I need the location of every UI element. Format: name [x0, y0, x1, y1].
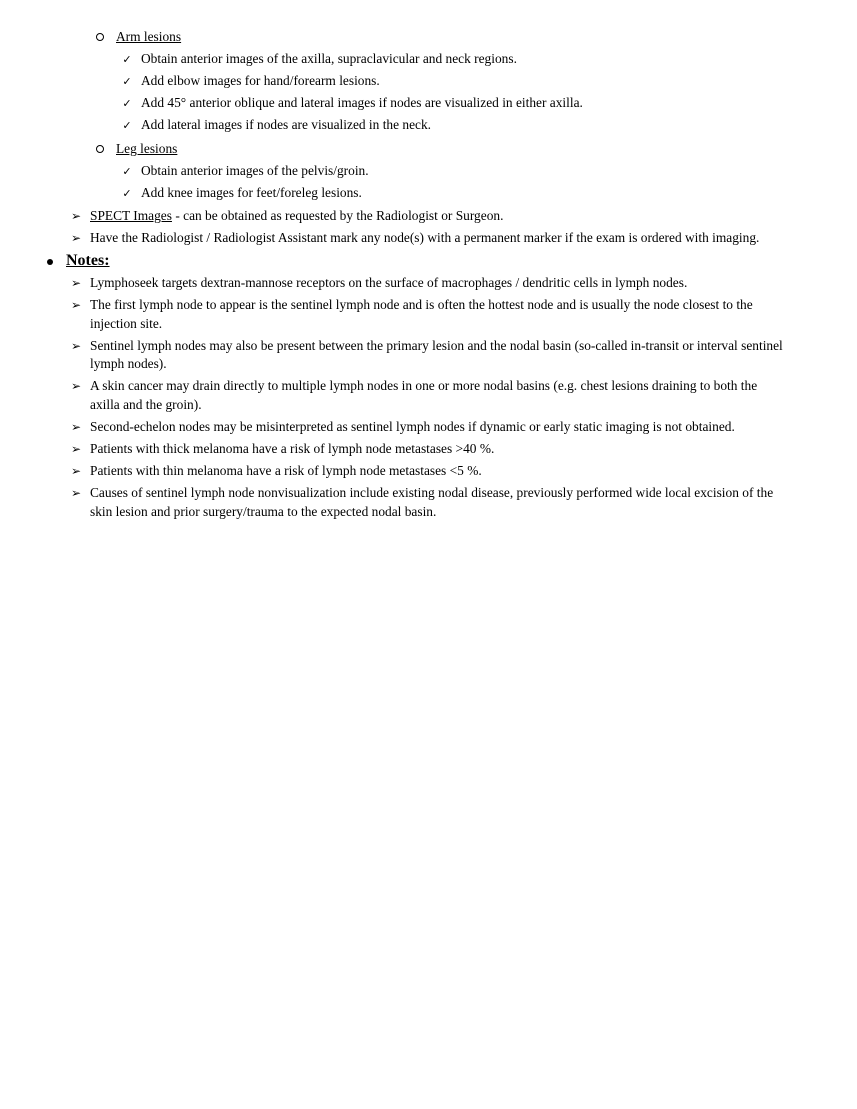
checkmark-icon: ✓ — [122, 187, 132, 200]
arrow-bullet-icon: ➢ — [70, 419, 82, 434]
arm-item-1: Obtain anterior images of the axilla, supraclavicular and neck regions. — [141, 51, 517, 66]
arrow-bullet-icon: ➢ — [70, 276, 82, 290]
note-item-line: A skin cancer may drain directly to multiple lymph nodes in one or more nodal basins (e.g. chest lesions draining to both the — [90, 378, 758, 394]
checkmark-icon: ✓ — [122, 53, 132, 66]
note-item-line: skin lesion and prior surgery/trauma to the expected nodal basin. — [90, 503, 437, 519]
checkmark-icon: ✓ — [122, 119, 132, 132]
note-item-line: Causes of sentinel lymph node nonvisualization include existing nodal disease, previously performed wide local excision of the — [90, 485, 774, 501]
marker-instruction: Have the Radiologist / Radiologist Assistant mark any node(s) with a permanent marker if the exam is ordered with imaging. — [90, 230, 760, 245]
note-item-line: Patients with thin melanoma have a risk of lymph node metastases <5 %. — [90, 463, 482, 479]
spect-description: - can be obtained as requested by the Radiologist or Surgeon. — [171, 208, 504, 223]
note-item-line: Second-echelon nodes may be misinterpreted as sentinel lymph nodes if dynamic or early static imaging is not obtained. — [90, 418, 735, 434]
leg-item-1: Obtain anterior images of the pelvis/groin. — [141, 163, 369, 178]
leg-item-2: Add knee images for feet/foreleg lesions. — [141, 185, 362, 200]
note-item-line: injection site. — [90, 315, 163, 331]
hollow-circle-bullet — [96, 145, 104, 153]
arm-lesions-heading: Arm lesions — [116, 29, 182, 44]
note-item-line: Lymphoseek targets dextran-mannose receptors on the surface of macrophages / dendritic cells in lymph nodes. — [90, 275, 688, 290]
arrow-bullet-icon: ➢ — [70, 298, 82, 313]
arrow-bullet-icon: ➢ — [70, 464, 82, 479]
note-item-line: The first lymph node to appear is the sentinel lymph node and is often the hottest node and is usually the node closest to the — [90, 297, 753, 313]
arrow-bullet-icon: ➢ — [70, 442, 82, 456]
spect-line — [90, 207, 503, 225]
arm-item-2: Add elbow images for hand/forearm lesions. — [141, 73, 380, 88]
checkmark-icon: ✓ — [122, 165, 132, 178]
note-item-line: Sentinel lymph nodes may also be present between the primary lesion and the nodal basin (so-called in-transit or interval sentinel — [90, 337, 783, 353]
spect-images-link: SPECT Images — [90, 208, 172, 223]
arrow-bullet-icon: ➢ — [70, 209, 82, 223]
arm-item-3: Add 45° anterior oblique and lateral images if nodes are visualized in either axilla. — [141, 95, 583, 110]
arm-item-4: Add lateral images if nodes are visualized in the neck. — [141, 117, 432, 132]
checkmark-icon: ✓ — [122, 97, 132, 110]
arrow-bullet-icon: ➢ — [70, 231, 82, 245]
arrow-bullet-icon: ➢ — [70, 379, 82, 394]
solid-bullet-icon — [47, 259, 53, 265]
hollow-circle-bullet — [96, 33, 104, 41]
note-item-line: lymph nodes). — [90, 356, 167, 372]
leg-lesions-heading: Leg lesions — [116, 141, 178, 156]
note-item-line: axilla and the groin). — [90, 396, 202, 412]
checkmark-icon: ✓ — [122, 75, 132, 88]
arrow-bullet-icon: ➢ — [70, 338, 82, 353]
note-item-line: Patients with thick melanoma have a risk of lymph node metastases >40 %. — [90, 441, 495, 456]
notes-heading: Notes: — [66, 252, 110, 269]
arrow-bullet-icon: ➢ — [70, 486, 82, 501]
